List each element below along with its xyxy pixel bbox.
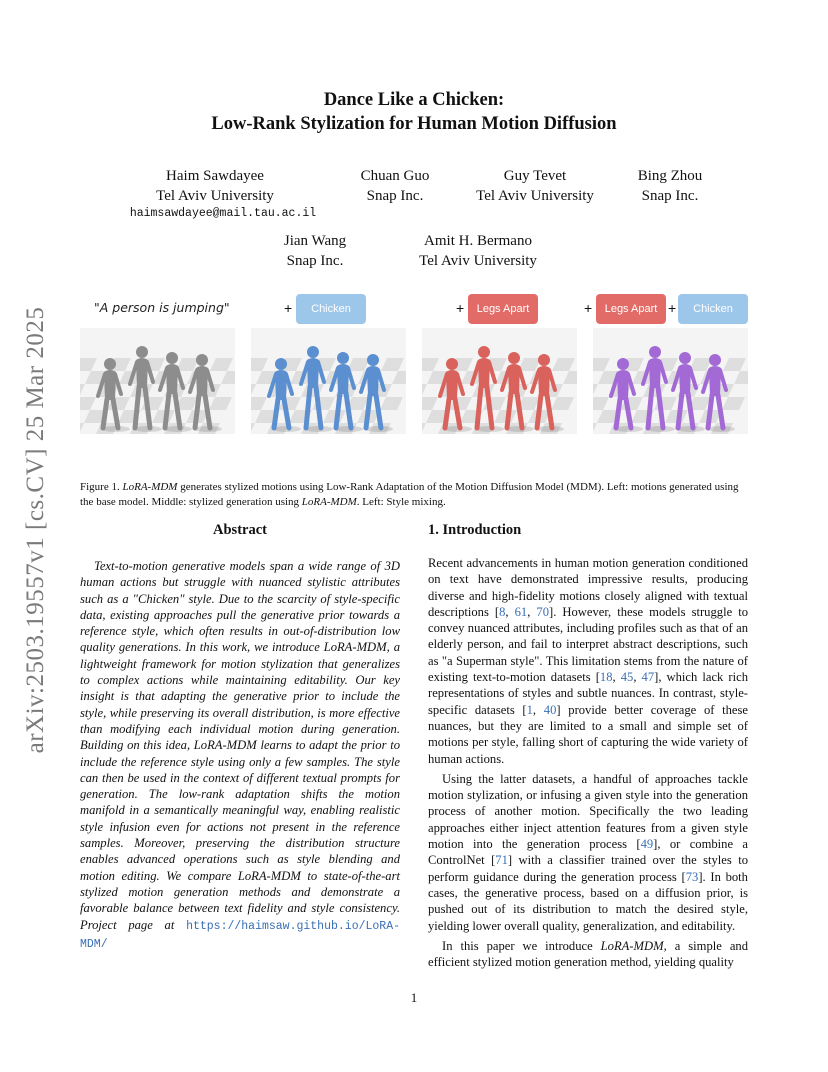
intro-text: , [612,670,621,685]
citation-link[interactable]: 70 [536,604,549,619]
introduction-body [428,555,748,974]
plus-sign: + [456,300,465,316]
intro-method-name: LoRA-MDM [600,938,664,953]
arxiv-stamp-text: arXiv:2503.19557v1 [cs.CV] 25 Mar 2025 [22,306,49,754]
style-tag-legs-apart: Legs Apart [468,294,538,324]
intro-text: Recent advancements in human motion generation conditioned on text have demonstrated impressive results, producing diverse and high-fidelity motions closely aligned with textual descriptions [ [428,556,748,619]
intro-text: ] with a classifier trained over the styles to perform guidance during the generation process [ [428,853,748,884]
author-affiliation: Snap Inc. [641,188,699,204]
author-name: Amit H. Bermano [424,233,532,249]
plus-sign: + [668,300,677,316]
citation-link[interactable]: 40 [543,702,557,717]
intro-text: ], or combine a ControlNet [ [428,837,749,868]
citation-link[interactable]: 45 [620,670,634,685]
author-name: Guy Tevet [503,168,567,184]
intro-text: ]. However, these models struggle to convey nuanced attributes, including profiles such as that of an elderly person, and fail to interpret abstract descriptions, such as "a Superman style". This limitation stems from the nature of existing text-to-motion datasets [ [428,604,749,685]
intro-text: , [633,670,642,685]
citation-link[interactable]: 71 [495,853,508,868]
author-block [460,166,610,206]
author-affiliation: Snap Inc. [286,253,344,269]
style-tag-chicken: Chicken [296,294,366,324]
plus-sign: + [584,300,593,316]
caption-label: Figure 1. [80,481,120,493]
figure-caption [80,480,752,510]
author-name: Haim Sawdayee [166,168,264,184]
author-name: Jian Wang [283,233,347,249]
intro-text: , a simple and efficient stylized motion generation method, yielding quality [428,938,749,970]
intro-text: In this paper we introduce [442,938,601,953]
author-affiliation: Snap Inc. [366,188,424,204]
abstract-heading: Abstract [213,522,267,538]
paper-title-line-1: Dance Like a Chicken: [323,90,505,110]
figure-prompt: "A person is jumping" [94,300,230,315]
author-block [320,166,470,206]
author-affiliation: Tel Aviv University [419,253,537,269]
motion-panel-legs-apart [422,328,577,434]
paper-title-line-2: Low-Rank Stylization for Human Motion Diffusion [211,114,617,134]
author-block [240,231,390,271]
author-affiliation: Tel Aviv University [156,188,274,204]
author-email[interactable]: haimsawdayee@mail.tau.ac.il [129,207,317,220]
intro-text: , [505,604,515,619]
intro-text: Using the latter datasets, a handful of approaches tackle motion stylization, or infusing a given style into the generation process of another motion. Specifically the two leading approaches either inject attention features from a given style motion into the generation process [ [428,771,748,852]
motion-panel-base [80,328,235,434]
abstract-text: Text-to-motion generative models span a wide range of 3D human actions but struggle with nuanced stylistic attributes such as a "Chicken" style. Due to the scarcity of style-specific data, existing approaches pull the generative prior towards a reference style, which often results in out-of-distribution low quality generations. In this work, we introduce LoRA-MDM, a lightweight framework for motion stylization that generalizes to complex actions while maintaining editability. Our key insight is that adapting the generative prior to include the style, while preserving its overall distribution, is more effective than modifying each individual motion during generation. Building on this idea, LoRA-MDM learns to adapt the prior to include the reference style using only a few samples. The style can then be used in the context of different textual prompts for generation. The low-rank adaptation shifts the motion manifold in a semantically meaningful way, enabling realistic style infusion even for actions not present in the reference samples. Moreover, preserving the distribution structure enables advanced operations such as style blending and motion editing. We compare LoRA-MDM to state-of-the-art stylized motion generation methods and demonstrate a favorable balance between text fidelity and style consistency. Project page at [80,559,400,932]
abstract-body [80,558,400,953]
intro-text: ], which lack rich representations of styles and subtle nuances. In contrast, style-specific datasets [ [428,670,749,717]
motion-panel-style-mix [593,328,748,434]
citation-link[interactable]: 47 [641,670,655,685]
intro-paragraph [428,555,748,767]
caption-text: . Left: Style mixing. [356,496,446,508]
citation-link[interactable]: 49 [640,837,654,852]
citation-link[interactable]: 73 [685,869,699,884]
author-block [600,166,740,206]
intro-text: ]. In both cases, the generative process, based on a diffusion prior, is pushed out of its distribution to match the desired style, yielding lower overall quality, generalization, and editability. [428,869,748,933]
author-name: Chuan Guo [360,168,430,184]
author-name: Bing Zhou [637,168,703,184]
author-block [400,231,556,271]
author-affiliation: Tel Aviv University [476,188,594,204]
style-tag-legs-apart: Legs Apart [596,294,666,324]
motion-panel-chicken [251,328,406,434]
arxiv-stamp [14,290,58,770]
citation-link[interactable]: 18 [599,670,613,685]
intro-text: ] provide better coverage of these nuances, but they are limited to a small and simple set of motions per style, falling short of capturing the wide variety of human actions. [428,702,749,766]
caption-text: generates stylized motions using Low-Rank Adaptation of the Motion Diffusion Model (MDM). Left: motions generated using the base model. Middle: stylized generation using [80,481,739,508]
caption-method-name: LoRA-MDM [301,496,357,508]
introduction-heading: 1. Introduction [428,522,522,538]
plus-sign: + [284,300,293,316]
page-number: 1 [410,990,418,1005]
project-page-link[interactable]: https://haimsaw.github.io/LoRA-MDM/ [80,919,400,951]
intro-text: , [527,604,537,619]
citation-link[interactable]: 8 [499,604,506,619]
caption-method-name: LoRA-MDM [122,481,178,493]
intro-paragraph [428,771,748,934]
intro-text: , [532,702,544,717]
author-block [130,166,300,206]
citation-link[interactable]: 61 [514,604,528,619]
intro-paragraph [428,938,748,971]
style-tag-chicken: Chicken [678,294,748,324]
citation-link[interactable]: 1 [526,702,533,717]
